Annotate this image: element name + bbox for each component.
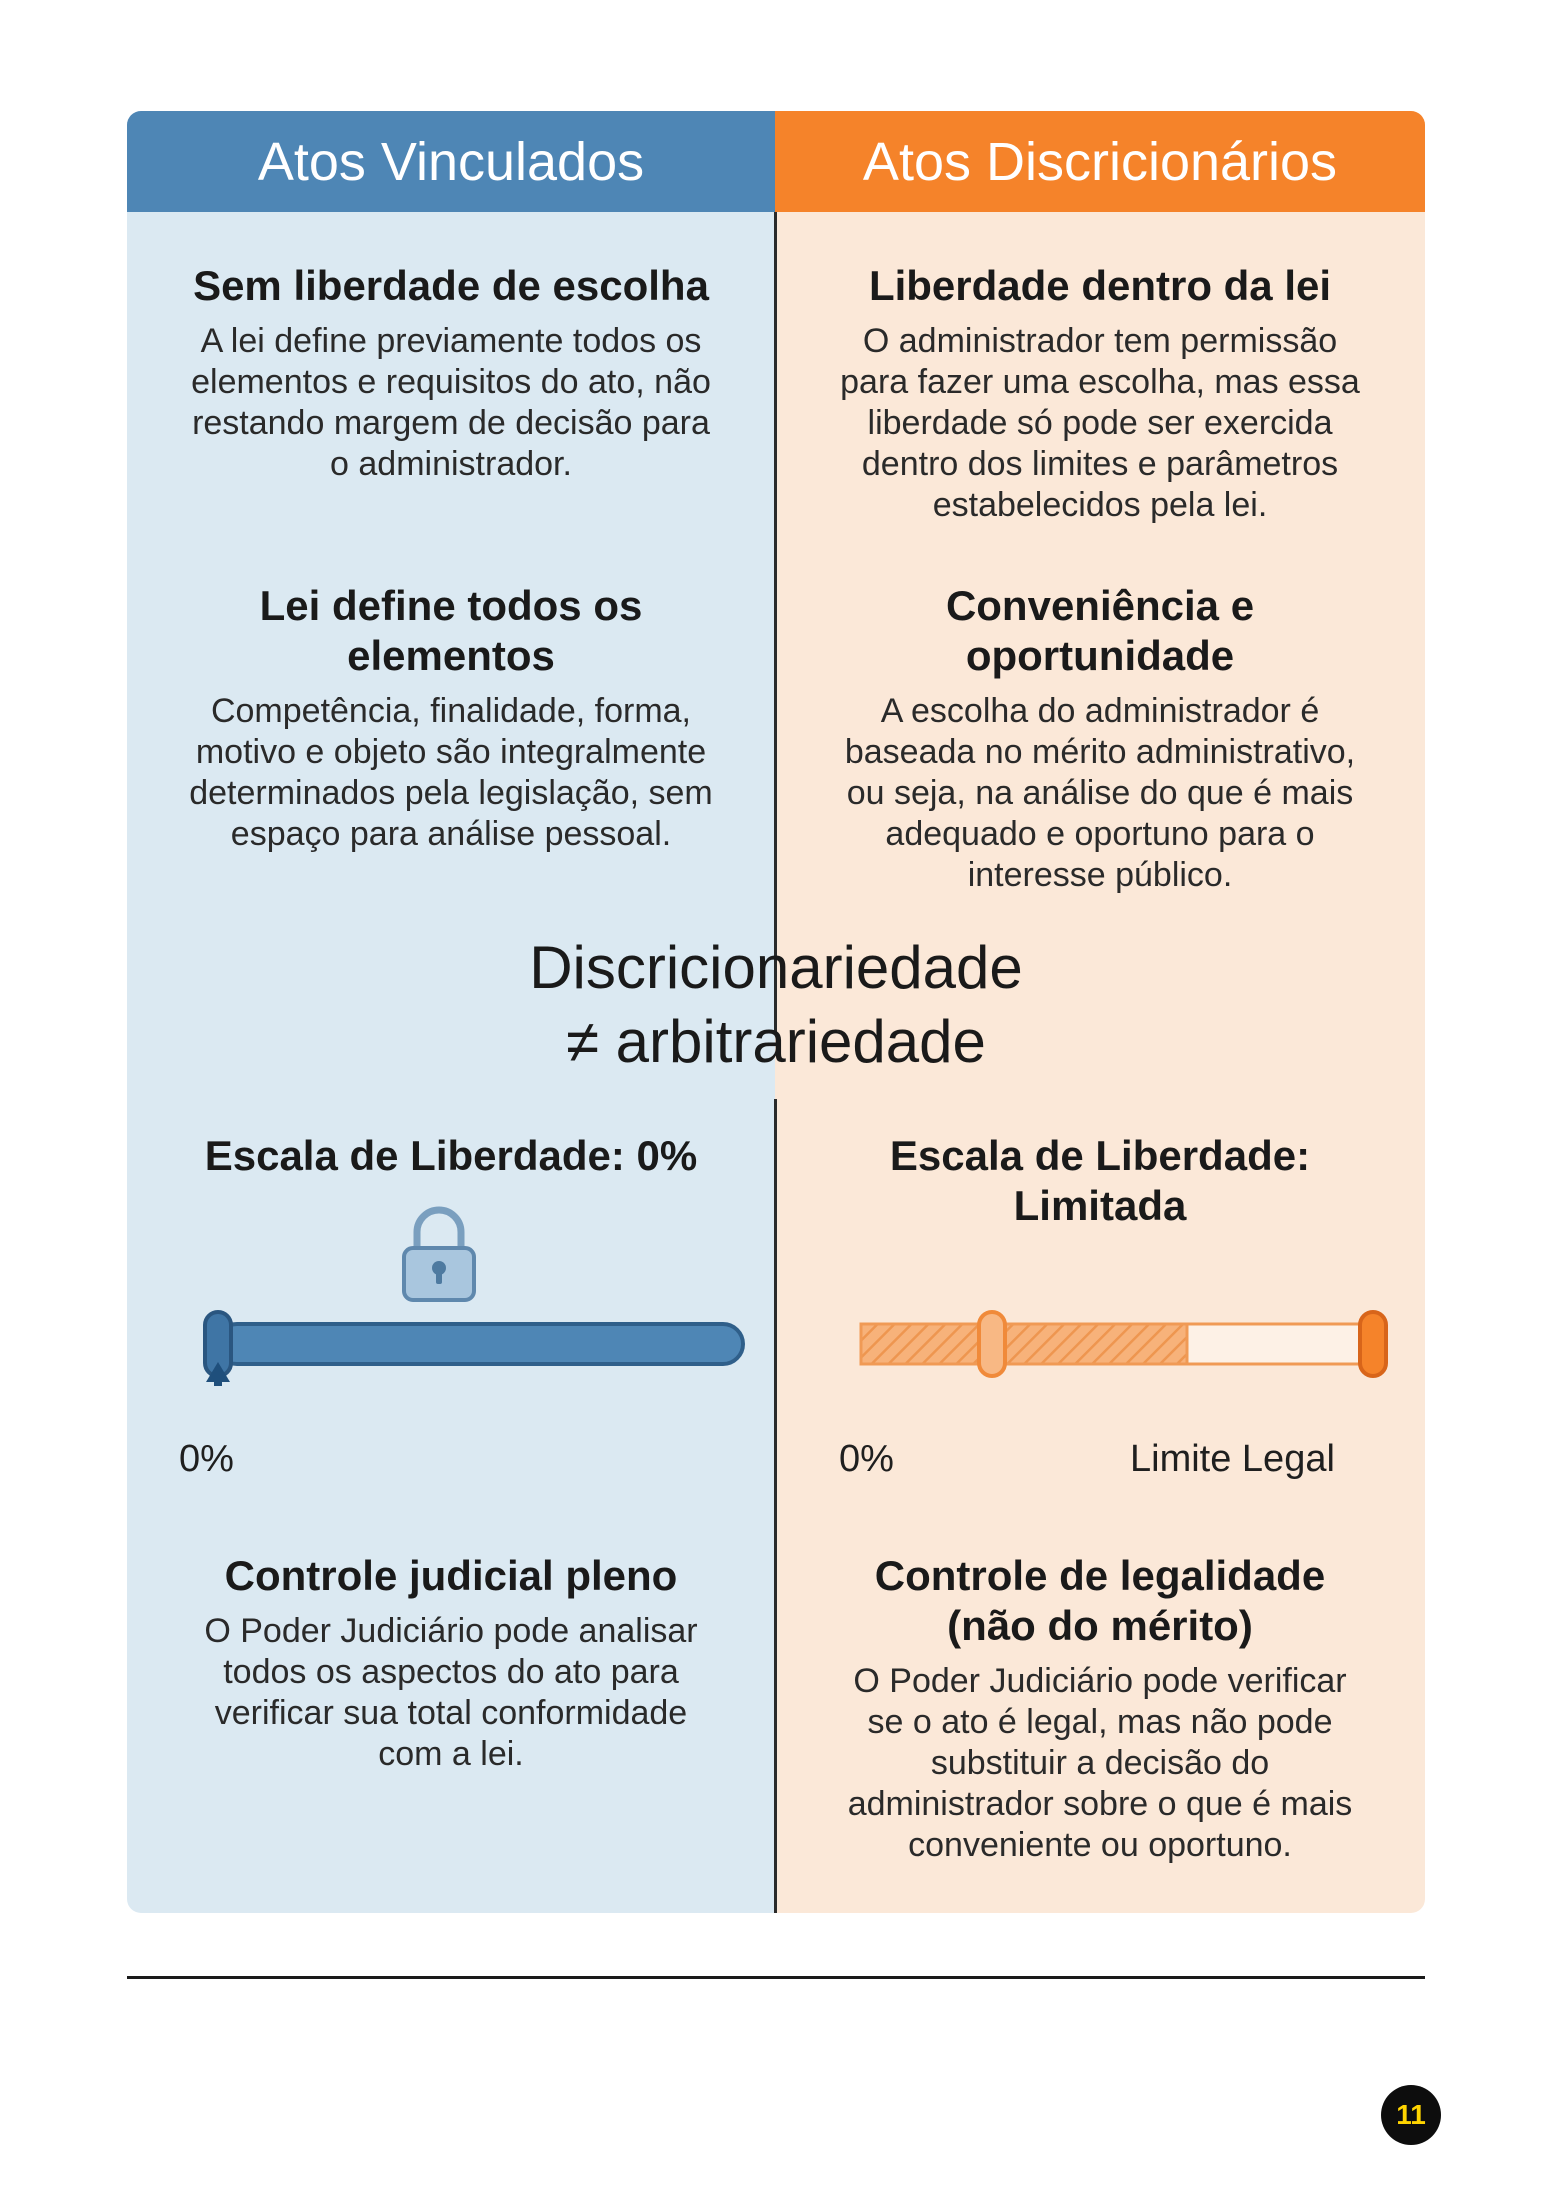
section-text: Competência, finalidade, forma, motivo e objeto são integralmente determinados pela legislação, sem espaço para análise pessoal. <box>189 692 713 853</box>
section-title: Controle judicial pleno <box>224 1552 678 1599</box>
section-title: Controle de legalidade (não do mérito) <box>874 1552 1326 1649</box>
header-atos-discricionarios: Atos Discricionários <box>775 111 1425 212</box>
section-text: O Poder Judiciário pode analisar todos os aspectos do ato para verificar sua total conformidade com a lei. <box>204 1612 698 1773</box>
section-text: A escolha do administrador é baseada no mérito administrativo, ou seja, na análise do que é mais adequado e oportuno para o interesse público. <box>844 692 1356 894</box>
section-conveniencia-oportunidade <box>775 581 1425 896</box>
scale-bar-hatched <box>861 1324 1187 1364</box>
scale-label-limite-legal: Limite Legal <box>1130 1438 1335 1480</box>
comparison-panel <box>127 111 1425 1913</box>
scale-bar-empty <box>1167 1324 1385 1364</box>
scale-title-right: Escala de Liberdade: Limitada <box>889 1132 1311 1229</box>
section-title: Lei define todos os elementos <box>259 582 643 679</box>
scale-label-0-right: 0% <box>839 1438 894 1480</box>
scale-label-0-left: 0% <box>179 1438 234 1480</box>
scale-handle-limit <box>1360 1312 1386 1376</box>
section-controle-legalidade <box>775 1551 1425 1866</box>
section-text: A lei define previamente todos os elementos e requisitos do ato, não restando margem de decisão para o administrador. <box>191 322 711 483</box>
section-text: O Poder Judiciário pode verificar se o ato é legal, mas não pode substituir a decisão do administrador sobre o que é mais conveniente ou oportuno. <box>847 1662 1353 1864</box>
section-sem-liberdade <box>127 261 775 485</box>
section-lei-define-elementos <box>127 581 775 855</box>
page-number-badge: 11 <box>1381 2085 1441 2145</box>
header-atos-vinculados: Atos Vinculados <box>127 111 775 212</box>
section-title: Sem liberdade de escolha <box>193 262 709 309</box>
footer-rule <box>127 1976 1425 1979</box>
section-controle-judicial-pleno <box>127 1551 775 1775</box>
section-title: Liberdade dentro da lei <box>868 262 1332 309</box>
scale-handle-start <box>979 1312 1005 1376</box>
freedom-scale-right <box>827 1271 1407 1401</box>
section-title: Conveniência e oportunidade <box>945 582 1255 679</box>
section-liberdade-dentro-da-lei <box>775 261 1425 526</box>
center-statement: Discricionariedade ≠ arbitrariedade <box>529 934 1023 1075</box>
section-text: O administrador tem permissão para fazer uma escolha, mas essa liberdade só pode ser exercida dentro dos limites e parâmetros estabelecidos pela lei. <box>840 322 1360 524</box>
scale-bar-filled <box>217 1324 743 1364</box>
scale-title-left: Escala de Liberdade: 0% <box>204 1132 698 1179</box>
lock-icon <box>404 1210 474 1300</box>
freedom-scale-left <box>177 1196 757 1386</box>
